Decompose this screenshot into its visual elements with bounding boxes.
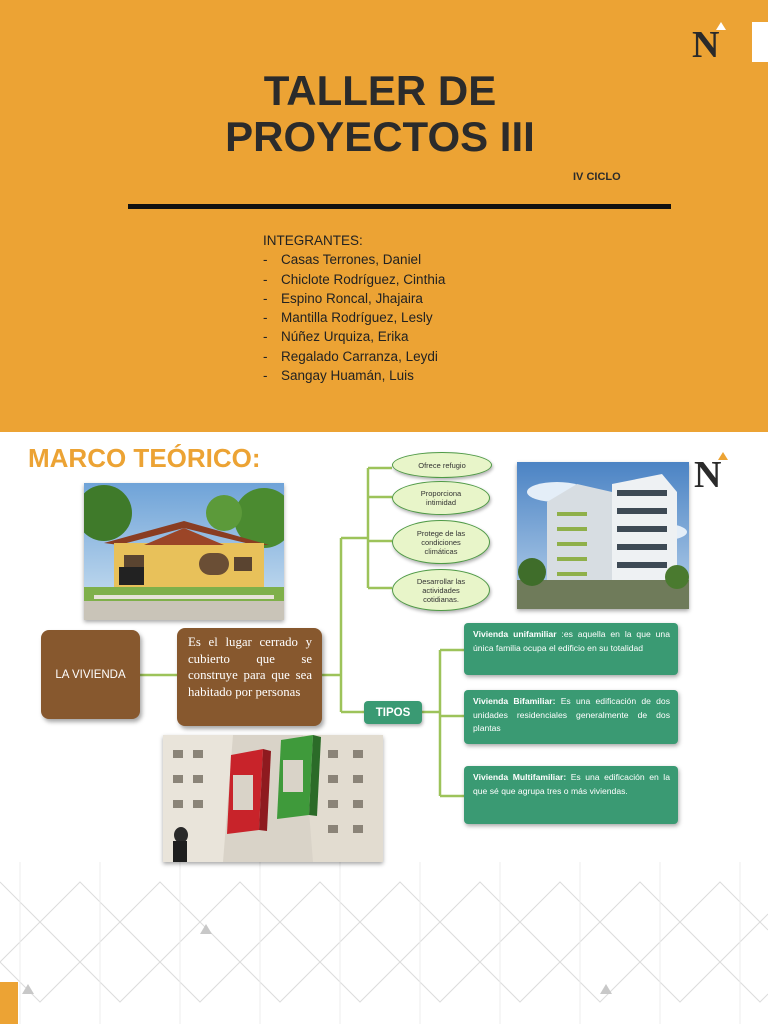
member-item [263,366,445,385]
bullet-dash: - [263,329,268,345]
definition-text: Es el lugar cerrado y cubierto que se construye para que sea habitado por personas [188,635,312,699]
root-label: LA VIVIENDA [55,668,126,681]
types-node [364,701,422,724]
root-node [41,630,140,719]
member-name: Espino Roncal, Jhajaira [281,290,423,306]
member-item [263,270,445,289]
types-label: TIPOS [375,706,411,719]
function-text: Desarrollar las actividades cotidianas. [416,576,466,604]
member-item [263,289,445,308]
member-name: Chiclote Rodríguez, Cinthia [281,271,446,287]
member-name: Casas Terrones, Daniel [281,252,422,268]
member-name: Sangay Huamán, Luis [281,368,414,384]
side-accent-bar [0,982,18,1024]
type-name: Vivienda Bifamiliar: [473,696,556,706]
section-heading: MARCO TEÓRICO: [28,443,261,473]
geometric-pattern [0,862,768,1024]
building-photo [517,462,689,609]
member-name: Regalado Carranza, Leydi [281,348,438,364]
bullet-dash: - [263,271,268,287]
function-node [392,481,490,515]
logo-letter: N [694,454,722,496]
cover-slide [0,0,768,432]
cycle-label: IV CICLO [573,171,621,183]
members-list [263,231,445,385]
bullet-dash: - [263,310,268,326]
house-photo [84,483,284,620]
apartment-photo [163,735,383,862]
type-description: Es una edificación de dos unidades residenciales generalmente de dos plantas [473,696,670,733]
bullet-dash: - [263,368,268,384]
corner-tab [752,22,768,62]
type-description: Es una edificación en la que sé que agrupa tres o más viviendas. [473,772,670,796]
members-heading: INTEGRANTES: [263,233,363,248]
member-name: Núñez Urquiza, Erika [281,329,409,345]
definition-node [177,628,322,726]
function-node [392,569,490,611]
type-name: Vivienda unifamiliar [473,629,557,639]
type-name: Vivienda Multifamiliar: [473,772,567,782]
title-divider [128,204,671,209]
page-title: TALLER DE PROYECTOS III [225,67,535,160]
function-node [392,452,492,478]
function-node [392,520,490,564]
function-text: Protege de las condiciones climáticas [416,528,466,556]
bullet-dash: - [263,252,268,268]
function-text: Proporciona intimidad [420,489,462,507]
type-node [464,766,678,824]
bullet-dash: - [263,348,268,364]
type-node [464,623,678,675]
type-separator: : [556,629,564,639]
university-logo-small [692,452,732,496]
type-node [464,690,678,744]
bullet-dash: - [263,290,268,306]
function-text: Ofrece refugio [418,460,466,470]
type-description: es aquella en la que una única familia ocupa el edificio en su totalidad [473,629,670,653]
logo-triangle-icon [716,22,726,30]
member-item [263,308,445,327]
member-item [263,327,445,346]
member-item [263,347,445,366]
university-logo [690,22,730,66]
member-name: Mantilla Rodríguez, Lesly [281,310,433,326]
member-item [263,250,445,269]
logo-letter: N [692,24,720,66]
logo-triangle-icon [718,452,728,460]
